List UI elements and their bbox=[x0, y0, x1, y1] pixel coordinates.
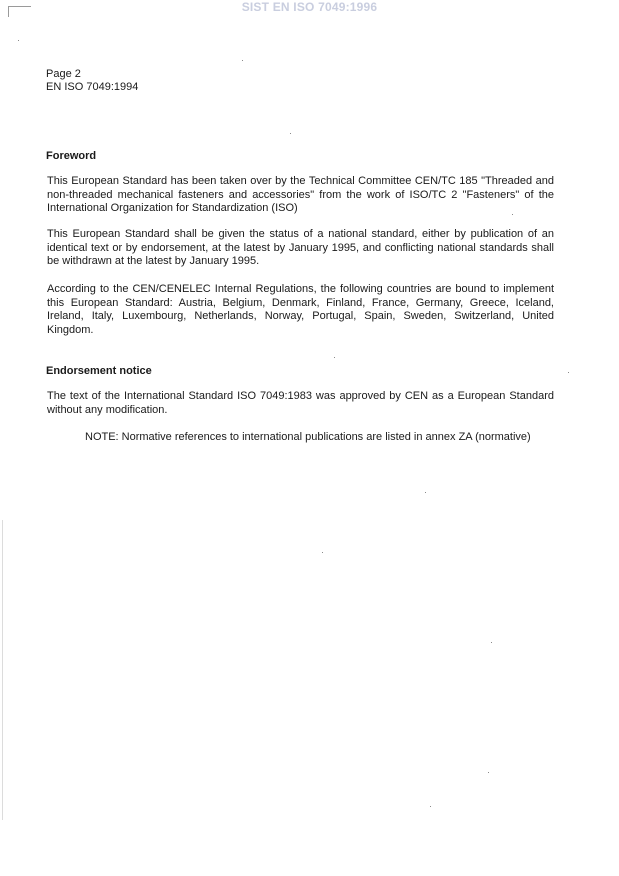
scan-speck bbox=[568, 372, 569, 373]
standard-id: EN ISO 7049:1994 bbox=[46, 81, 139, 93]
scan-speck bbox=[242, 60, 243, 61]
scan-edge-line bbox=[2, 520, 3, 820]
scan-speck bbox=[322, 552, 323, 553]
scan-speck bbox=[491, 642, 492, 643]
foreword-paragraph-1: This European Standard has been taken over by the Technical Committee CEN/TC 185 "Threaded and non-threaded mechanical fasteners and accessories" from the work of ISO/TC 2 "Fasteners" of the International Organization for Standardization (ISO) bbox=[47, 175, 554, 215]
scan-speck bbox=[488, 772, 489, 773]
page-number: Page 2 bbox=[46, 68, 81, 80]
endorsement-note: NOTE: Normative references to international publications are listed in annex ZA (normative) bbox=[85, 431, 531, 443]
scan-speck bbox=[334, 357, 335, 358]
foreword-paragraph-3: According to the CEN/CENELEC Internal Regulations, the following countries are bound to implement this European Standard: Austria, Belgium, Denmark, Finland, France, Germany, Greece, Iceland, Ireland, Italy, Luxembourg, Netherlands, Norway, Portugal, Spain, Sweden, Switzerland, United Kingdom. bbox=[47, 283, 554, 336]
foreword-paragraph-2: This European Standard shall be given the status of a national standard, either by publication of an identical text or by endorsement, at the latest by January 1995, and conflicting national standards shall be withdrawn at the latest by January 1995. bbox=[47, 228, 554, 268]
scan-speck bbox=[290, 133, 291, 134]
page-header bbox=[46, 68, 138, 94]
scan-speck bbox=[430, 806, 431, 807]
scan-corner-mark bbox=[8, 6, 31, 17]
foreword-heading: Foreword bbox=[46, 150, 97, 162]
scan-speck bbox=[425, 492, 426, 493]
watermark: SIST EN ISO 7049:1996 bbox=[241, 0, 378, 14]
scan-speck bbox=[18, 40, 19, 41]
endorsement-text: The text of the International Standard ISO 7049:1983 was approved by CEN as a European Standard without any modification. bbox=[47, 390, 554, 416]
endorsement-heading: Endorsement notice bbox=[46, 365, 152, 377]
